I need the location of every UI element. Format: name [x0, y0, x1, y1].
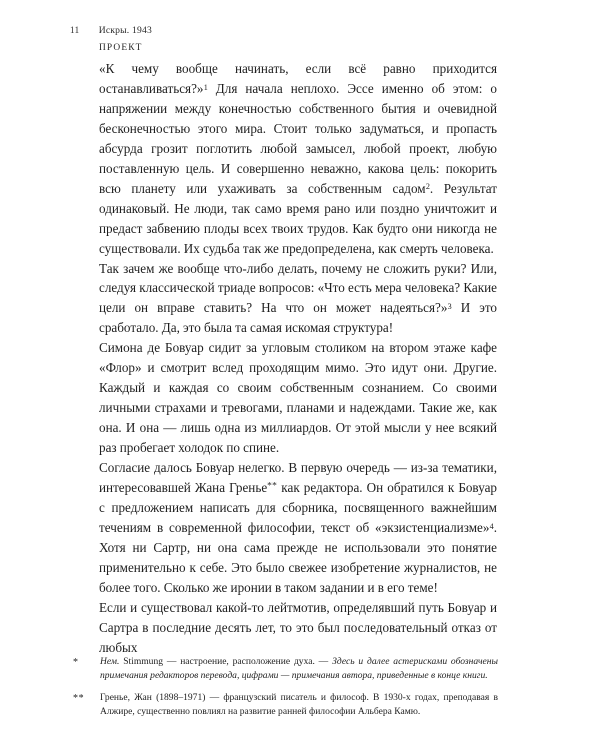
body-paragraph: Согласие далось Бовуар нелегко. В первую очередь — из-за тематики, интересовавшей Жана Гренье** как редактора. Он обратился к Бовуар с предложением написать для сборника, посвященного важнейшим течениям в современной философии, текст об «экзистенциализме»$^4$. Хотя ни Сартр, ни она сама прежде не использовали это понятие применительно к себе. Это было свежее изобретение журналистов, не более того. Сколько же иронии в таком задании и в его теме! [99, 460, 497, 595]
footnote-marker: * [73, 657, 79, 668]
footnote [70, 691, 498, 719]
footnote-italic-run: Здесь и далее астерисками обозначены примечания редакторов перевода, цифрами — примечания автора, приведенные в конце книги. [100, 656, 498, 682]
section-label: ПРОЕКТ [99, 43, 143, 53]
footnote-reference[interactable]: 1 [203, 82, 208, 92]
body-paragraph: «К чему вообще начинать, если всё равно приходится останавливаться?»$^1$ Для начала неплохо. Эссе именно об этом: о напряжении между конечностью собственного бытия и очевидной бесконечностью этого мира. Стоит только задуматься, и пропасть абсурда грозит поглотить любой замысел, любой проект, любую поставленную цель. И совершенно неважно, какова цель: покорить всю планету или ухаживать за собственным садом$^2$. Результат одинаковый. Не люди, так само время рано или поздно уничтожит и предаст забвению плоды всех твоих трудов. Как будто они никогда не существовали. Их судьба так же предопределена, как смерть человека. [99, 61, 498, 256]
page-folio: 11 [70, 25, 80, 35]
footnote-text [100, 655, 498, 683]
footnote-roman-run: Stimmung — настроение, расположение духа. — [119, 656, 333, 667]
footnote-text [100, 691, 498, 719]
body-paragraph: Если и существовал какой-то лейтмотив, определявший путь Бовуар и Сартра в последние десять лет, то это был последовательный отказ от любых [99, 599, 497, 655]
footnote-marker: ** [73, 692, 85, 704]
running-head [70, 25, 500, 36]
footnote-reference[interactable]: 4 [489, 521, 494, 531]
asterisk-reference[interactable]: ** [267, 481, 278, 492]
body-text-block [99, 59, 497, 658]
footnote-block [70, 655, 498, 719]
footnote-italic-run: Нем. [100, 656, 120, 667]
footnote [70, 655, 498, 683]
running-head-title: Искры. 1943 [98, 25, 152, 36]
body-paragraph: Так зачем же вообще что-либо делать, почему не сложить руки? Или, следуя классической триаде вопросов: «Что есть мера человека? Какие цели он вправе ставить? На что он может надеяться?»$^3$ И это сработало. Да, это была та самая искомая структура! [99, 260, 497, 336]
footnote-reference[interactable]: 2 [425, 182, 430, 192]
footnote-roman-run: Гренье, Жан (1898–1971) — французский писатель и философ. В 1930-х годах, преподавая в Алжире, существенно повлиял на развитие ранней философии Альбера Камю. [100, 691, 498, 718]
footnote-reference[interactable]: 3 [447, 302, 452, 312]
body-paragraph: Симона де Бовуар сидит за угловым столиком на втором этаже кафе «Флор» и смотрит вслед проходящим мимо. Это идут они. Другие. Каждый и каждая со своим собственным сознанием. Со своими личными страхами и тревогами, планами и надеждами. Такие же, как она. И она — лишь одна из миллиардов. От этой мысли у нее всякий раз пробегает холодок по спине. [99, 340, 497, 456]
